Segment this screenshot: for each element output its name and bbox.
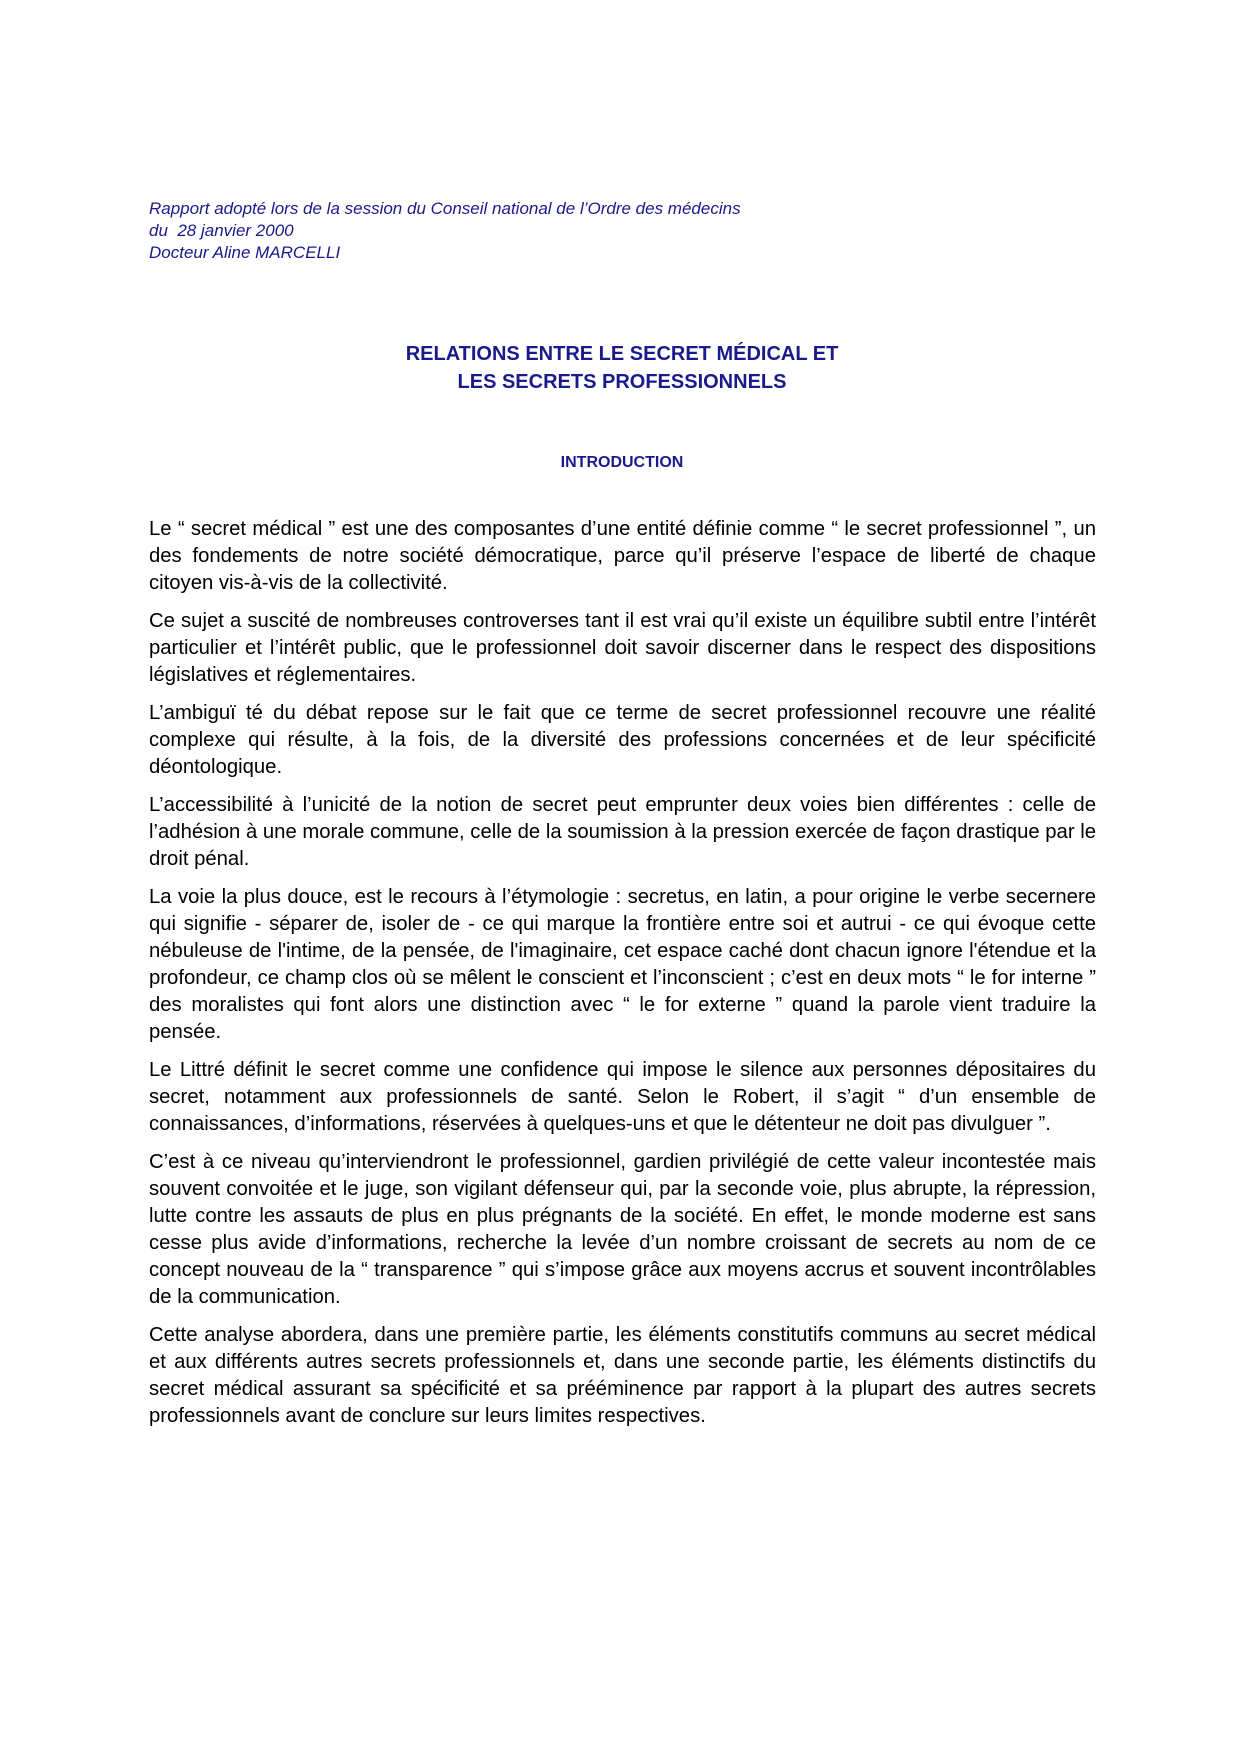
report-header — [149, 198, 1109, 264]
title-line-2: LES SECRETS PROFESSIONNELS — [457, 371, 787, 393]
paragraph: C’est à ce niveau qu’interviendront le professionnel, gardien privilégié de cette valeur incontestée mais souvent convoitée et le juge, son vigilant défenseur qui, par la seconde voie, plus abrupte, la répression, lutte contre les assauts de plus en plus prégnants de la société. En effet, le monde moderne est sans cesse plus avide d’informations, recherche la levée d’un nombre croissant de secrets au nom de ce concept nouveau de la “ transparence ” qui s’impose grâce aux moyens accrus et souvent incontrôlables de la communication. — [149, 1151, 1096, 1308]
document-title — [149, 340, 1095, 396]
header-author-line: Docteur Aline MARCELLI — [149, 243, 341, 262]
section-heading-introduction: INTRODUCTION — [560, 454, 684, 471]
paragraph: Ce sujet a suscité de nombreuses controverses tant il est vrai qu’il existe un équilibre subtil entre l’intérêt particulier et l’intérêt public, que le professionnel doit savoir discerner dans le respect des dispositions législatives et réglementaires. — [149, 610, 1096, 686]
paragraph: L’accessibilité à l’unicité de la notion de secret peut emprunter deux voies bien différentes : celle de l’adhésion à une morale commune, celle de la soumission à la pression exercée de façon drastique par le droit pénal. — [149, 794, 1096, 870]
paragraph: Le Littré définit le secret comme une confidence qui impose le silence aux personnes dépositaires du secret, notamment aux professionnels de santé. Selon le Robert, il s’agit “ d’un ensemble de connaissances, d’informations, réservées à quelques-uns et que le détenteur ne doit pas divulguer ”. — [149, 1059, 1096, 1135]
title-line-1: RELATIONS ENTRE LE SECRET MÉDICAL ET — [405, 343, 839, 365]
paragraph: Le “ secret médical ” est une des composantes d’une entité définie comme “ le secret professionnel ”, un des fondements de notre société démocratique, parce qu’il préserve l’espace de liberté de chaque citoyen vis-à-vis de la collectivité. — [149, 518, 1096, 594]
header-session-line: Rapport adopté lors de la session du Conseil national de l’Ordre des médecins — [149, 199, 741, 218]
paragraph: La voie la plus douce, est le recours à l’étymologie : secretus, en latin, a pour origine le verbe secernere qui signifie - séparer de, isoler de - ce qui marque la frontière entre soi et autrui - ce qui évoque cette nébuleuse de l'intime, de la pensée, de l'imaginaire, cet espace caché dont chacun ignore l'étendue et la profondeur, ce champ clos où se mêlent le conscient et l’inconscient ; c’est en deux mots “ le for interne ” des moralistes qui font alors une distinction avec “ le for externe ” quand la parole vient traduire la pensée. — [149, 886, 1096, 1043]
paragraph: L’ambiguï té du débat repose sur le fait que ce terme de secret professionnel recouvre une réalité complexe qui résulte, à la fois, de la diversité des professions concernées et de leur spécificité déontologique. — [149, 702, 1096, 778]
body-text — [149, 516, 1096, 1441]
paragraph: Cette analyse abordera, dans une première partie, les éléments constitutifs communs au secret médical et aux différents autres secrets professionnels et, dans une seconde partie, les éléments distinctifs du secret médical assurant sa spécificité et sa prééminence par rapport à la plupart des autres secrets professionnels avant de conclure sur leurs limites respectives. — [149, 1324, 1096, 1427]
header-date-line: du 28 janvier 2000 — [149, 221, 294, 240]
